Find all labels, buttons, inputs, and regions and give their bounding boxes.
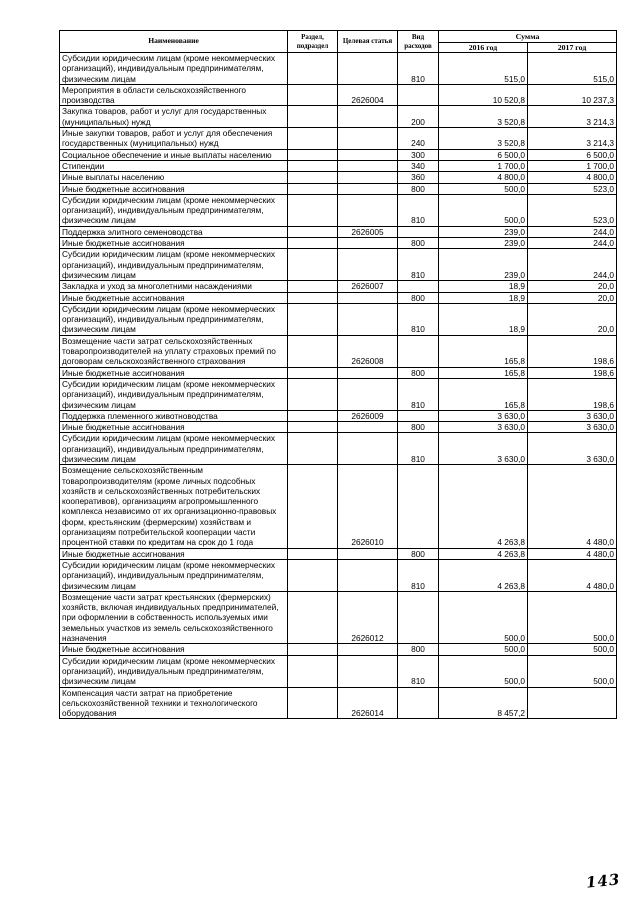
- table-row: [60, 183, 617, 194]
- row-section: [288, 238, 338, 249]
- row-name: Субсидии юридическим лицам (кроме некоммерческих организаций), индивидуальным предпринимателям, физическим лицам: [60, 433, 288, 465]
- row-amount-2017: 3 214,3: [528, 106, 617, 128]
- row-amount-2017: 6 500,0: [528, 149, 617, 160]
- row-section: [288, 128, 338, 150]
- row-kind: [398, 465, 439, 548]
- row-amount-2016: 3 630,0: [439, 433, 528, 465]
- row-name: Иные бюджетные ассигнования: [60, 644, 288, 655]
- row-name: Субсидии юридическим лицам (кроме некоммерческих организаций), индивидуальным предпринимателям, физическим лицам: [60, 303, 288, 335]
- row-section: [288, 410, 338, 421]
- row-target: [338, 172, 398, 183]
- row-amount-2016: 239,0: [439, 226, 528, 237]
- row-amount-2017: 4 480,0: [528, 548, 617, 559]
- row-section: [288, 292, 338, 303]
- row-kind: 340: [398, 160, 439, 171]
- row-name: Иные бюджетные ассигнования: [60, 238, 288, 249]
- row-target: [338, 238, 398, 249]
- row-amount-2017: 4 480,0: [528, 559, 617, 591]
- row-name: Поддержка племенного животноводства: [60, 410, 288, 421]
- row-amount-2016: 4 263,8: [439, 548, 528, 559]
- row-target: 2626004: [338, 84, 398, 106]
- row-target: [338, 422, 398, 433]
- row-name: Субсидии юридическим лицам (кроме некоммерческих организаций), индивидуальным предпринимателям, физическим лицам: [60, 559, 288, 591]
- row-section: [288, 249, 338, 281]
- row-kind: [398, 410, 439, 421]
- row-kind: 200: [398, 106, 439, 128]
- row-amount-2016: 4 263,8: [439, 559, 528, 591]
- row-section: [288, 655, 338, 687]
- row-amount-2017: 500,0: [528, 655, 617, 687]
- row-kind: 800: [398, 422, 439, 433]
- row-target: 2626005: [338, 226, 398, 237]
- row-section: [288, 149, 338, 160]
- row-name: Субсидии юридическим лицам (кроме некоммерческих организаций), индивидуальным предпринимателям, физическим лицам: [60, 53, 288, 85]
- budget-sheet: [59, 30, 616, 719]
- table-row: [60, 53, 617, 85]
- row-amount-2016: 10 520,8: [439, 84, 528, 106]
- row-target: 2626007: [338, 281, 398, 292]
- row-kind: 240: [398, 128, 439, 150]
- row-name: Субсидии юридическим лицам (кроме некоммерческих организаций), индивидуальным предпринимателям, физическим лицам: [60, 249, 288, 281]
- row-amount-2016: 3 520,8: [439, 128, 528, 150]
- row-amount-2016: 165,8: [439, 335, 528, 367]
- row-amount-2017: 523,0: [528, 194, 617, 226]
- row-amount-2016: 500,0: [439, 194, 528, 226]
- row-name: Поддержка элитного семеноводства: [60, 226, 288, 237]
- table-row: [60, 238, 617, 249]
- row-name: Субсидии юридическим лицам (кроме некоммерческих организаций), индивидуальным предпринимателям, физическим лицам: [60, 194, 288, 226]
- row-amount-2016: 4 263,8: [439, 465, 528, 548]
- row-name: Закупка товаров, работ и услуг для государственных (муниципальных) нужд: [60, 106, 288, 128]
- header-kind: Вид расходов: [398, 31, 439, 53]
- row-amount-2016: 6 500,0: [439, 149, 528, 160]
- table-row: [60, 465, 617, 548]
- row-target: 2626014: [338, 687, 398, 719]
- table-row: [60, 422, 617, 433]
- row-target: [338, 303, 398, 335]
- table-row: [60, 128, 617, 150]
- row-amount-2017: 523,0: [528, 183, 617, 194]
- row-target: [338, 559, 398, 591]
- row-kind: 800: [398, 183, 439, 194]
- row-amount-2017: 1 700,0: [528, 160, 617, 171]
- table-row: [60, 172, 617, 183]
- table-row: [60, 655, 617, 687]
- row-amount-2017: 198,6: [528, 335, 617, 367]
- row-section: [288, 367, 338, 378]
- row-section: [288, 303, 338, 335]
- table-row: [60, 249, 617, 281]
- table-row: [60, 160, 617, 171]
- row-amount-2017: 20,0: [528, 292, 617, 303]
- row-amount-2016: 18,9: [439, 281, 528, 292]
- row-target: [338, 106, 398, 128]
- row-section: [288, 548, 338, 559]
- row-amount-2017: 20,0: [528, 303, 617, 335]
- row-amount-2017: 3 630,0: [528, 422, 617, 433]
- row-kind: [398, 591, 439, 643]
- row-target: 2626010: [338, 465, 398, 548]
- row-section: [288, 378, 338, 410]
- row-name: Социальное обеспечение и иные выплаты населению: [60, 149, 288, 160]
- row-amount-2017: 3 214,3: [528, 128, 617, 150]
- row-amount-2017: 244,0: [528, 249, 617, 281]
- row-amount-2017: 20,0: [528, 281, 617, 292]
- row-name: Закладка и уход за многолетними насаждениями: [60, 281, 288, 292]
- row-amount-2016: 4 800,0: [439, 172, 528, 183]
- row-amount-2016: 515,0: [439, 53, 528, 85]
- row-section: [288, 335, 338, 367]
- row-amount-2017: 198,6: [528, 378, 617, 410]
- page-number: 143: [585, 870, 622, 892]
- row-kind: 800: [398, 367, 439, 378]
- row-amount-2017: 10 237,3: [528, 84, 617, 106]
- row-amount-2016: 8 457,2: [439, 687, 528, 719]
- row-target: [338, 149, 398, 160]
- row-section: [288, 53, 338, 85]
- table-row: [60, 548, 617, 559]
- row-kind: 800: [398, 238, 439, 249]
- row-section: [288, 433, 338, 465]
- table-row: [60, 559, 617, 591]
- table-body: [60, 53, 617, 719]
- table-row: [60, 149, 617, 160]
- row-amount-2017: 500,0: [528, 644, 617, 655]
- row-amount-2016: 18,9: [439, 292, 528, 303]
- row-amount-2016: 3 630,0: [439, 410, 528, 421]
- row-section: [288, 281, 338, 292]
- row-target: [338, 655, 398, 687]
- row-kind: 810: [398, 433, 439, 465]
- row-amount-2017: 4 480,0: [528, 465, 617, 548]
- row-section: [288, 591, 338, 643]
- row-amount-2017: 244,0: [528, 238, 617, 249]
- row-kind: 810: [398, 53, 439, 85]
- row-target: [338, 53, 398, 85]
- row-name: Возмещение части затрат крестьянских (фермерских) хозяйств, включая индивидуальных предпринимателей, при оформлении в собственность используемых ими земельных участков из земель сельскохозяйственного назначения: [60, 591, 288, 643]
- row-name: Субсидии юридическим лицам (кроме некоммерческих организаций), индивидуальным предпринимателям, физическим лицам: [60, 655, 288, 687]
- row-target: [338, 194, 398, 226]
- table-header: [60, 31, 617, 53]
- row-target: [338, 249, 398, 281]
- table-row: [60, 378, 617, 410]
- row-name: Иные бюджетные ассигнования: [60, 367, 288, 378]
- header-section: Раздел, подраздел: [288, 31, 338, 53]
- row-kind: 810: [398, 194, 439, 226]
- row-amount-2016: 1 700,0: [439, 160, 528, 171]
- row-name: Возмещение сельскохозяйственным товаропроизводителям (кроме личных подсобных хозяйств и сельскохозяйственных потребительских кооперативов), организациям агропромышленного комплекса независимо от их организационно-правовых форм, крестьянским (фермерским) хозяйствам и организациям потребительской кооперации части процентной ставки по кредитам на срок до 1 года: [60, 465, 288, 548]
- table-row: [60, 281, 617, 292]
- table-row: [60, 226, 617, 237]
- row-name: Субсидии юридическим лицам (кроме некоммерческих организаций), индивидуальным предпринимателям, физическим лицам: [60, 378, 288, 410]
- row-amount-2016: 3 630,0: [439, 422, 528, 433]
- row-name: Иные бюджетные ассигнования: [60, 548, 288, 559]
- row-name: Иные закупки товаров, работ и услуг для обеспечения государственных (муниципальных) нужд: [60, 128, 288, 150]
- table-row: [60, 687, 617, 719]
- row-kind: 360: [398, 172, 439, 183]
- row-target: [338, 433, 398, 465]
- row-section: [288, 226, 338, 237]
- row-section: [288, 422, 338, 433]
- row-section: [288, 160, 338, 171]
- table-row: [60, 367, 617, 378]
- header-sum: Сумма: [439, 31, 617, 43]
- row-kind: 810: [398, 655, 439, 687]
- row-amount-2016: 165,8: [439, 367, 528, 378]
- row-kind: 300: [398, 149, 439, 160]
- row-section: [288, 687, 338, 719]
- table-row: [60, 303, 617, 335]
- row-target: [338, 644, 398, 655]
- row-amount-2017: 500,0: [528, 591, 617, 643]
- row-target: [338, 128, 398, 150]
- row-target: [338, 292, 398, 303]
- row-kind: 810: [398, 559, 439, 591]
- row-name: Стипендии: [60, 160, 288, 171]
- header-name: Наименование: [60, 31, 288, 53]
- budget-table: [59, 30, 617, 719]
- table-row: [60, 433, 617, 465]
- row-name: Мероприятия в области сельскохозяйственного производства: [60, 84, 288, 106]
- header-year-2016: 2016 год: [439, 43, 528, 53]
- row-name: Иные бюджетные ассигнования: [60, 183, 288, 194]
- row-name: Компенсация части затрат на приобретение сельскохозяйственной техники и технологического оборудования: [60, 687, 288, 719]
- row-target: 2626012: [338, 591, 398, 643]
- row-target: [338, 378, 398, 410]
- row-section: [288, 194, 338, 226]
- row-section: [288, 84, 338, 106]
- row-kind: 810: [398, 303, 439, 335]
- row-kind: 800: [398, 548, 439, 559]
- row-amount-2017: 244,0: [528, 226, 617, 237]
- row-target: [338, 160, 398, 171]
- row-target: [338, 548, 398, 559]
- row-target: [338, 367, 398, 378]
- row-amount-2016: 239,0: [439, 238, 528, 249]
- row-section: [288, 172, 338, 183]
- row-name: Иные бюджетные ассигнования: [60, 422, 288, 433]
- row-amount-2016: 500,0: [439, 591, 528, 643]
- row-amount-2016: 500,0: [439, 644, 528, 655]
- row-amount-2017: [528, 687, 617, 719]
- row-section: [288, 559, 338, 591]
- row-kind: 810: [398, 378, 439, 410]
- row-kind: 800: [398, 292, 439, 303]
- row-amount-2016: 500,0: [439, 655, 528, 687]
- row-amount-2016: 165,8: [439, 378, 528, 410]
- row-kind: [398, 335, 439, 367]
- row-kind: [398, 226, 439, 237]
- table-row: [60, 292, 617, 303]
- row-amount-2017: 198,6: [528, 367, 617, 378]
- row-kind: 810: [398, 249, 439, 281]
- row-amount-2016: 239,0: [439, 249, 528, 281]
- row-section: [288, 465, 338, 548]
- row-amount-2017: 515,0: [528, 53, 617, 85]
- row-amount-2016: 500,0: [439, 183, 528, 194]
- table-row: [60, 335, 617, 367]
- row-name: Иные выплаты населению: [60, 172, 288, 183]
- row-target: 2626008: [338, 335, 398, 367]
- row-amount-2017: 4 800,0: [528, 172, 617, 183]
- row-amount-2017: 3 630,0: [528, 410, 617, 421]
- row-kind: [398, 84, 439, 106]
- row-amount-2017: 3 630,0: [528, 433, 617, 465]
- table-row: [60, 194, 617, 226]
- row-target: [338, 183, 398, 194]
- table-row: [60, 84, 617, 106]
- row-amount-2016: 3 520,8: [439, 106, 528, 128]
- table-row: [60, 106, 617, 128]
- row-kind: [398, 687, 439, 719]
- row-name: Возмещение части затрат сельскохозяйственных товаропроизводителей на уплату страховых премий по договорам сельскохозяйственного страхования: [60, 335, 288, 367]
- row-name: Иные бюджетные ассигнования: [60, 292, 288, 303]
- row-section: [288, 644, 338, 655]
- header-year-2017: 2017 год: [528, 43, 617, 53]
- table-row: [60, 644, 617, 655]
- table-row: [60, 410, 617, 421]
- row-section: [288, 183, 338, 194]
- row-target: 2626009: [338, 410, 398, 421]
- header-target: Целевая статья: [338, 31, 398, 53]
- table-row: [60, 591, 617, 643]
- row-amount-2016: 18,9: [439, 303, 528, 335]
- row-kind: [398, 281, 439, 292]
- row-section: [288, 106, 338, 128]
- row-kind: 800: [398, 644, 439, 655]
